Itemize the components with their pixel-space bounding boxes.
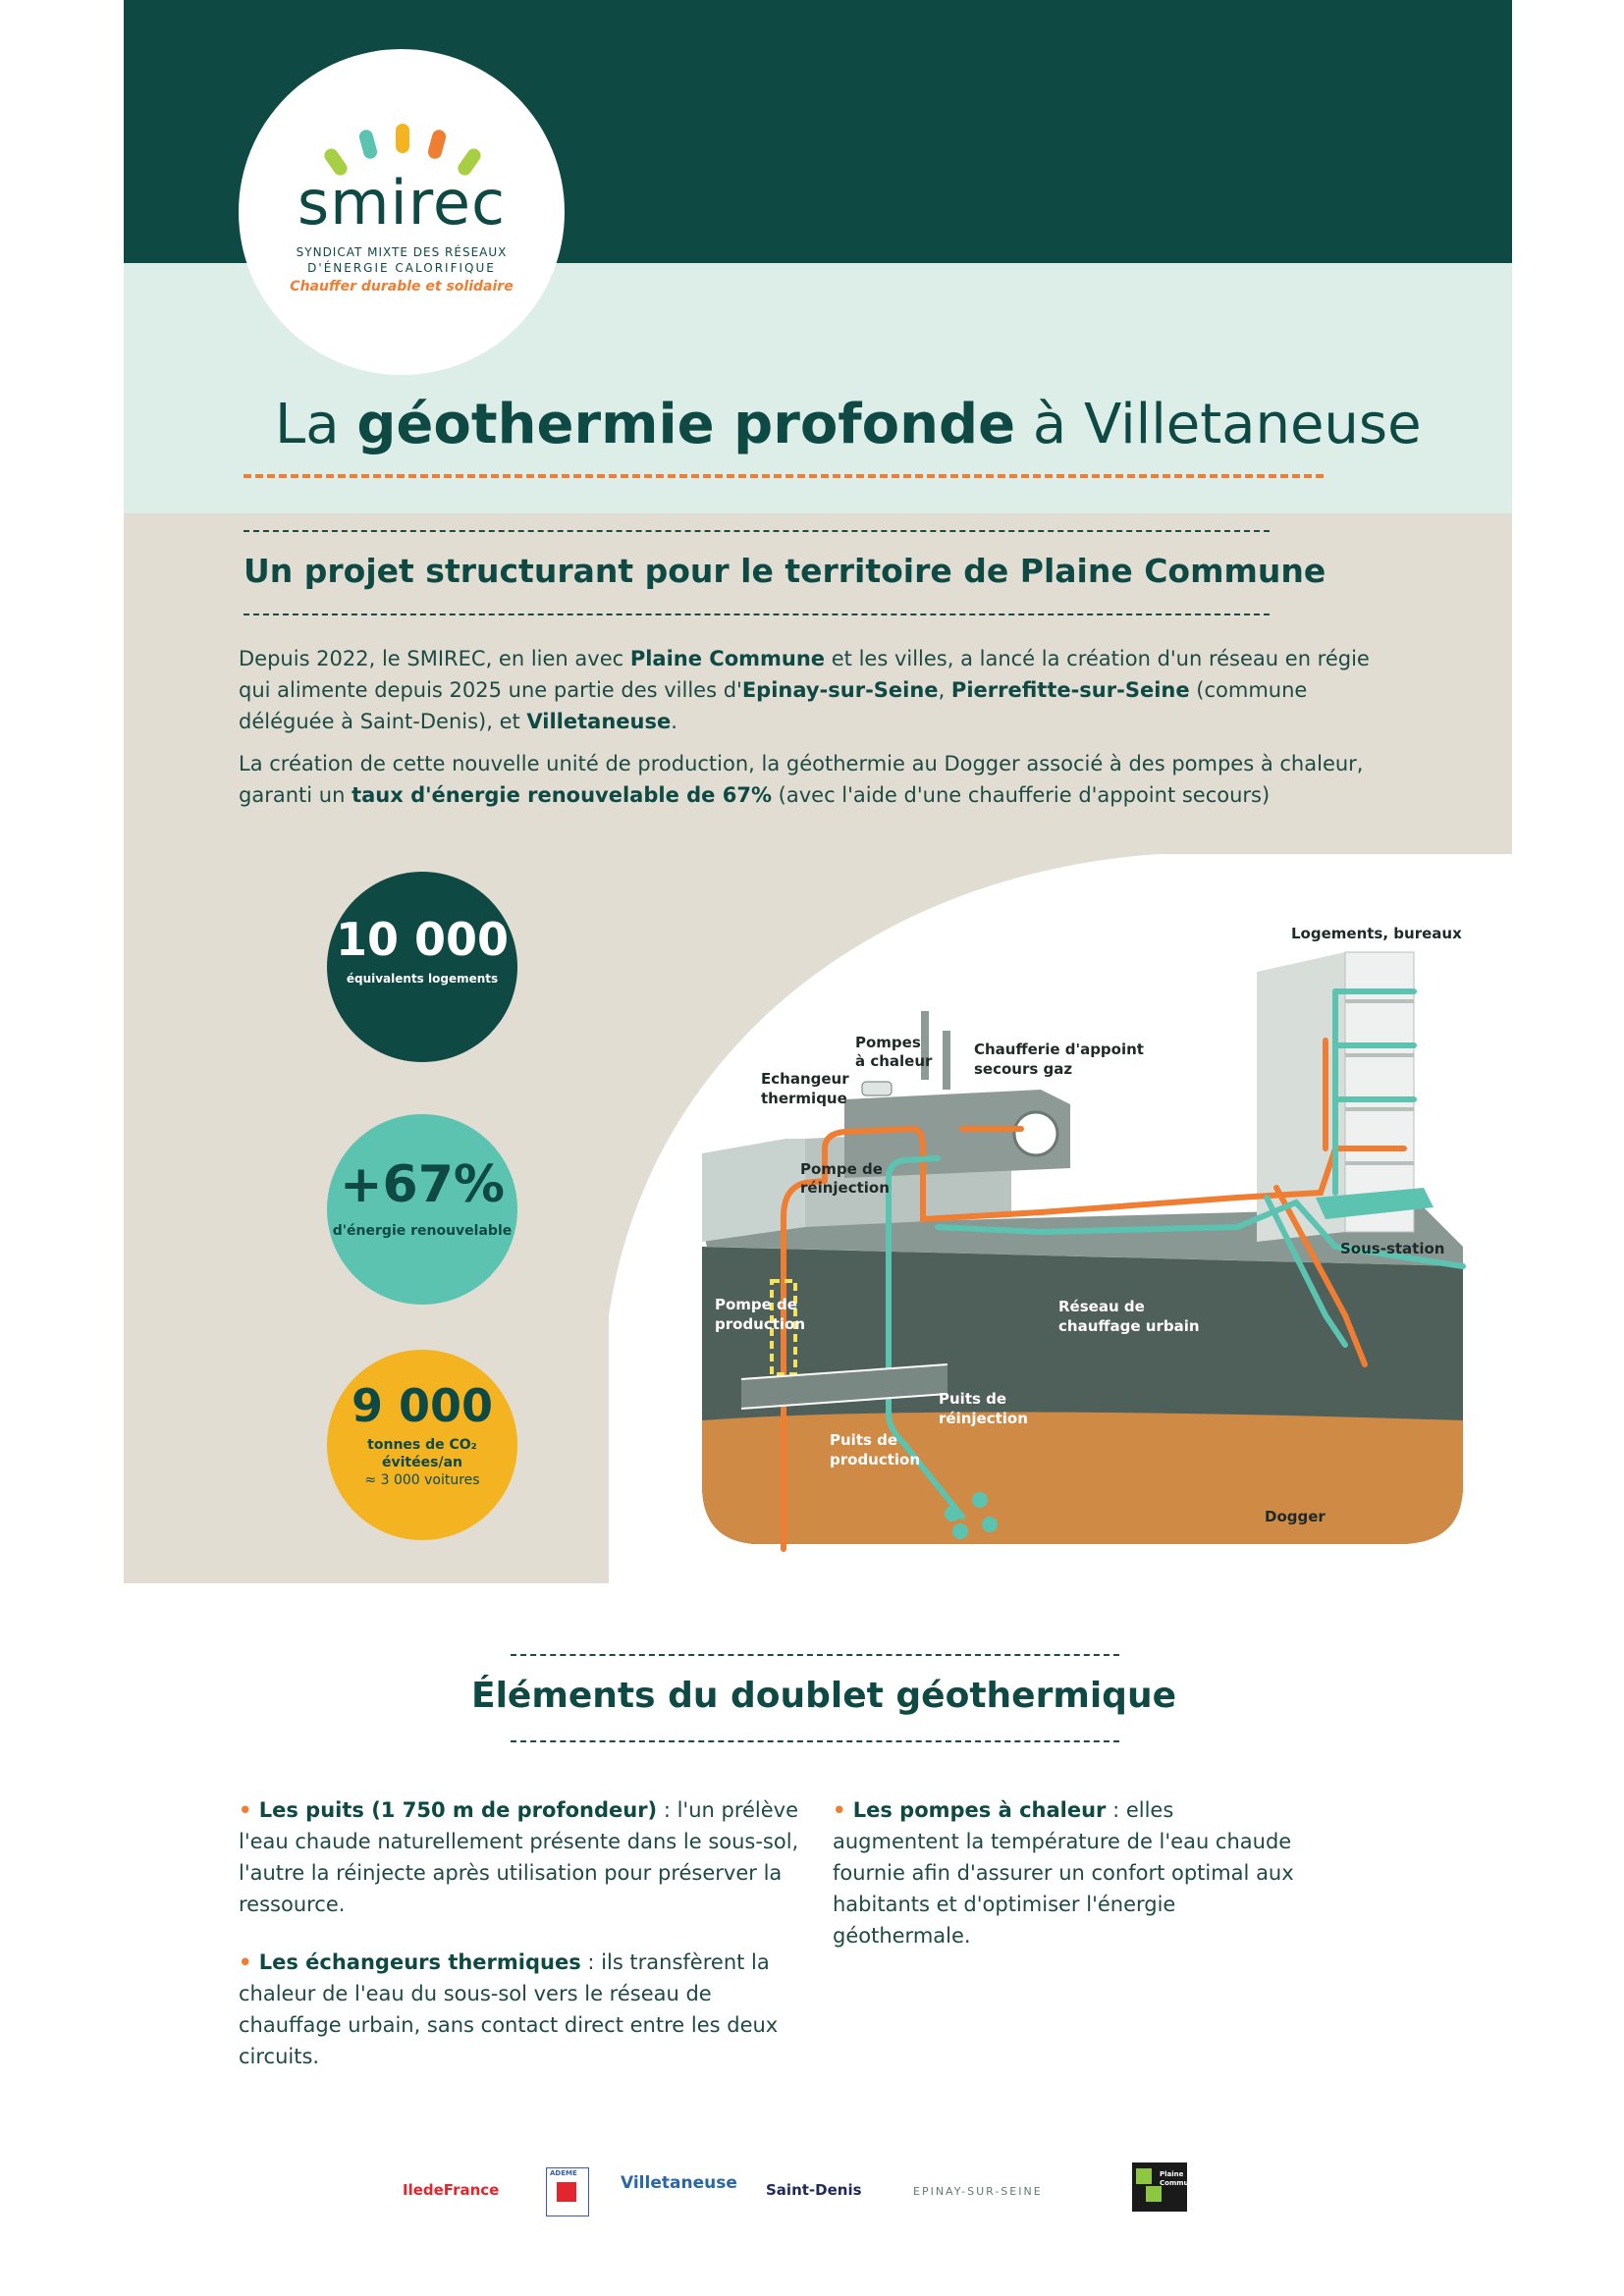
stat-renewable <box>327 1114 517 1305</box>
logo-ray <box>396 124 409 153</box>
stone <box>1250 1434 1264 1448</box>
diagram-illustration <box>550 854 1512 1583</box>
highlight: taux d'énergie renouvelable de 67% <box>352 783 772 807</box>
label-boiler: secours gaz <box>974 1060 1073 1078</box>
flow-arrow <box>972 1492 988 1508</box>
geothermal-diagram <box>550 854 1512 1583</box>
highlight: Plaine Commune <box>629 647 826 670</box>
text: Depuis 2022, le SMIREC, en lien avec <box>239 647 630 670</box>
bullet-text: : l'un prélève l'eau chaude naturellement présente dans le sous-sol, l'autre la réinjecte après utilisation pour préserver la ressource. <box>239 1798 799 1916</box>
highlight: Pierrefitte-sur-Seine <box>950 678 1190 702</box>
label-heat-pumps: à chaleur <box>855 1052 933 1070</box>
stone <box>1204 1459 1221 1476</box>
label-reinjection-pump: Pompe de <box>800 1160 883 1178</box>
logo-saint-denis: Saint-Denis <box>766 2181 862 2199</box>
text: . <box>671 710 677 733</box>
stat-value: +67% <box>339 1155 506 1214</box>
logo-ademe-text: ADEME <box>550 2169 577 2177</box>
stat-label: évitées/an <box>382 1455 462 1470</box>
text: La création de cette nouvelle unité de production, la géothermie au Dogger associé à des pompes à chaleur, garanti un <box>239 752 1364 807</box>
label-production-well: production <box>830 1451 921 1468</box>
label-reinjection-well: réinjection <box>939 1410 1028 1427</box>
logo-ray <box>357 129 378 161</box>
text: et les villes, a lancé la création d'un réseau en régie qui alimente depuis 2025 une partie des villes d' <box>239 647 1370 702</box>
label-dogger: Dogger <box>1265 1508 1326 1525</box>
fan <box>1014 1112 1057 1155</box>
logo-plaine-commune-text: Plaine Commune <box>1160 2170 1199 2187</box>
bullet-heading: Les puits (1 750 m de profondeur) <box>258 1798 658 1822</box>
bullet-dot: • <box>239 1798 259 1822</box>
bullet-text: : elles augmentent la température de l'eau chaude fournie afin d'assurer un confort optimal aux habitants et d'optimiser l'énergie géothermale. <box>833 1798 1294 1948</box>
dogger-layer <box>702 1413 1463 1545</box>
logo-wordmark: smirec <box>297 167 507 239</box>
logo-plaine-commune <box>1132 2163 1199 2212</box>
logo-tagline: Chauffer durable et solidaire <box>290 279 514 294</box>
label-production-pump: Pompe de <box>715 1296 797 1313</box>
logo-ademe <box>546 2167 589 2216</box>
logo-iledefrance: IledeFrance <box>403 2181 500 2199</box>
bullet-wells <box>239 1794 808 1920</box>
label-exchanger: thermique <box>761 1090 847 1107</box>
stat-co2 <box>327 1350 517 1540</box>
stat-label: tonnes de CO₂ <box>367 1437 477 1453</box>
logo-villetaneuse: Villetaneuse <box>621 2173 737 2193</box>
title-part: La <box>275 393 357 456</box>
logo-subtitle: SYNDICAT MIXTE DES RÉSEAUX <box>296 245 508 259</box>
intro-paragraph <box>239 748 1407 811</box>
pump-icon <box>862 1082 892 1095</box>
label-exchanger: Echangeur <box>761 1070 849 1088</box>
label-reinjection-well: Puits de <box>939 1390 1007 1408</box>
label-district-network: chauffage urbain <box>1058 1317 1200 1335</box>
stone <box>1336 1456 1350 1469</box>
title-part: à Villetaneuse <box>1015 393 1422 456</box>
text: (commune déléguée à Saint-Denis), et <box>239 678 1308 733</box>
flow-arrow <box>982 1517 998 1532</box>
stat-label: d'énergie renouvelable <box>332 1223 513 1239</box>
label-heat-pumps: Pompes <box>855 1034 921 1051</box>
text: (avec l'aide d'une chaufferie d'appoint secours) <box>771 783 1271 807</box>
section-title: Éléments du doublet géothermique <box>471 1676 1176 1716</box>
logo-epinay: EPINAY-SUR-SEINE <box>913 2185 1043 2198</box>
flow-arrow <box>945 1506 960 1522</box>
bullet-heat-pumps <box>833 1794 1304 1951</box>
highlight: Villetaneuse <box>526 710 672 733</box>
logo-ray <box>426 129 447 161</box>
divider <box>511 1740 1119 1742</box>
title-underline <box>244 474 1324 478</box>
bullet-heading: Les échangeurs thermiques <box>258 1950 581 1974</box>
bullet-exchangers <box>239 1947 808 2072</box>
divider <box>244 530 1270 532</box>
stat-label: ≈ 3 000 voitures <box>364 1472 480 1488</box>
label-production-well: Puits de <box>830 1431 898 1449</box>
label-reinjection-pump: réinjection <box>800 1179 890 1197</box>
label-district-network: Réseau de <box>1058 1298 1145 1315</box>
chimney <box>943 1031 950 1090</box>
divider <box>244 614 1270 615</box>
page-title <box>275 393 1422 456</box>
smirec-logo <box>239 49 565 375</box>
bullet-heading: Les pompes à chaleur <box>852 1798 1107 1822</box>
logo-subtitle: D'ÉNERGIE CALORIFIQUE <box>307 261 496 275</box>
title-emphasis: géothermie profonde <box>356 393 1016 456</box>
label-housing: Logements, bureaux <box>1291 925 1462 942</box>
divider <box>511 1654 1119 1656</box>
label-boiler: Chaufferie d'appoint <box>974 1041 1144 1058</box>
section-title: Un projet structurant pour le territoire de Plaine Commune <box>244 552 1326 590</box>
stat-label: équivalents logements <box>346 972 499 986</box>
intro-paragraph <box>239 643 1407 737</box>
label-substation: Sous-station <box>1340 1240 1445 1257</box>
bullet-text: : ils transfèrent la chaleur de l'eau du sous-sol vers le réseau de chauffage urbain, sans contact direct entre les deux circuits. <box>239 1950 779 2068</box>
bullet-dot: • <box>239 1950 259 1974</box>
stat-housing <box>327 872 517 1062</box>
stone <box>1279 1436 1303 1460</box>
text: , <box>938 678 951 702</box>
flow-arrow <box>952 1523 968 1539</box>
label-production-pump: production <box>715 1315 806 1333</box>
highlight: Epinay-sur-Seine <box>741 678 939 702</box>
bullet-dot: • <box>833 1798 853 1822</box>
stat-value: 10 000 <box>335 913 510 966</box>
stat-value: 9 000 <box>351 1379 494 1432</box>
